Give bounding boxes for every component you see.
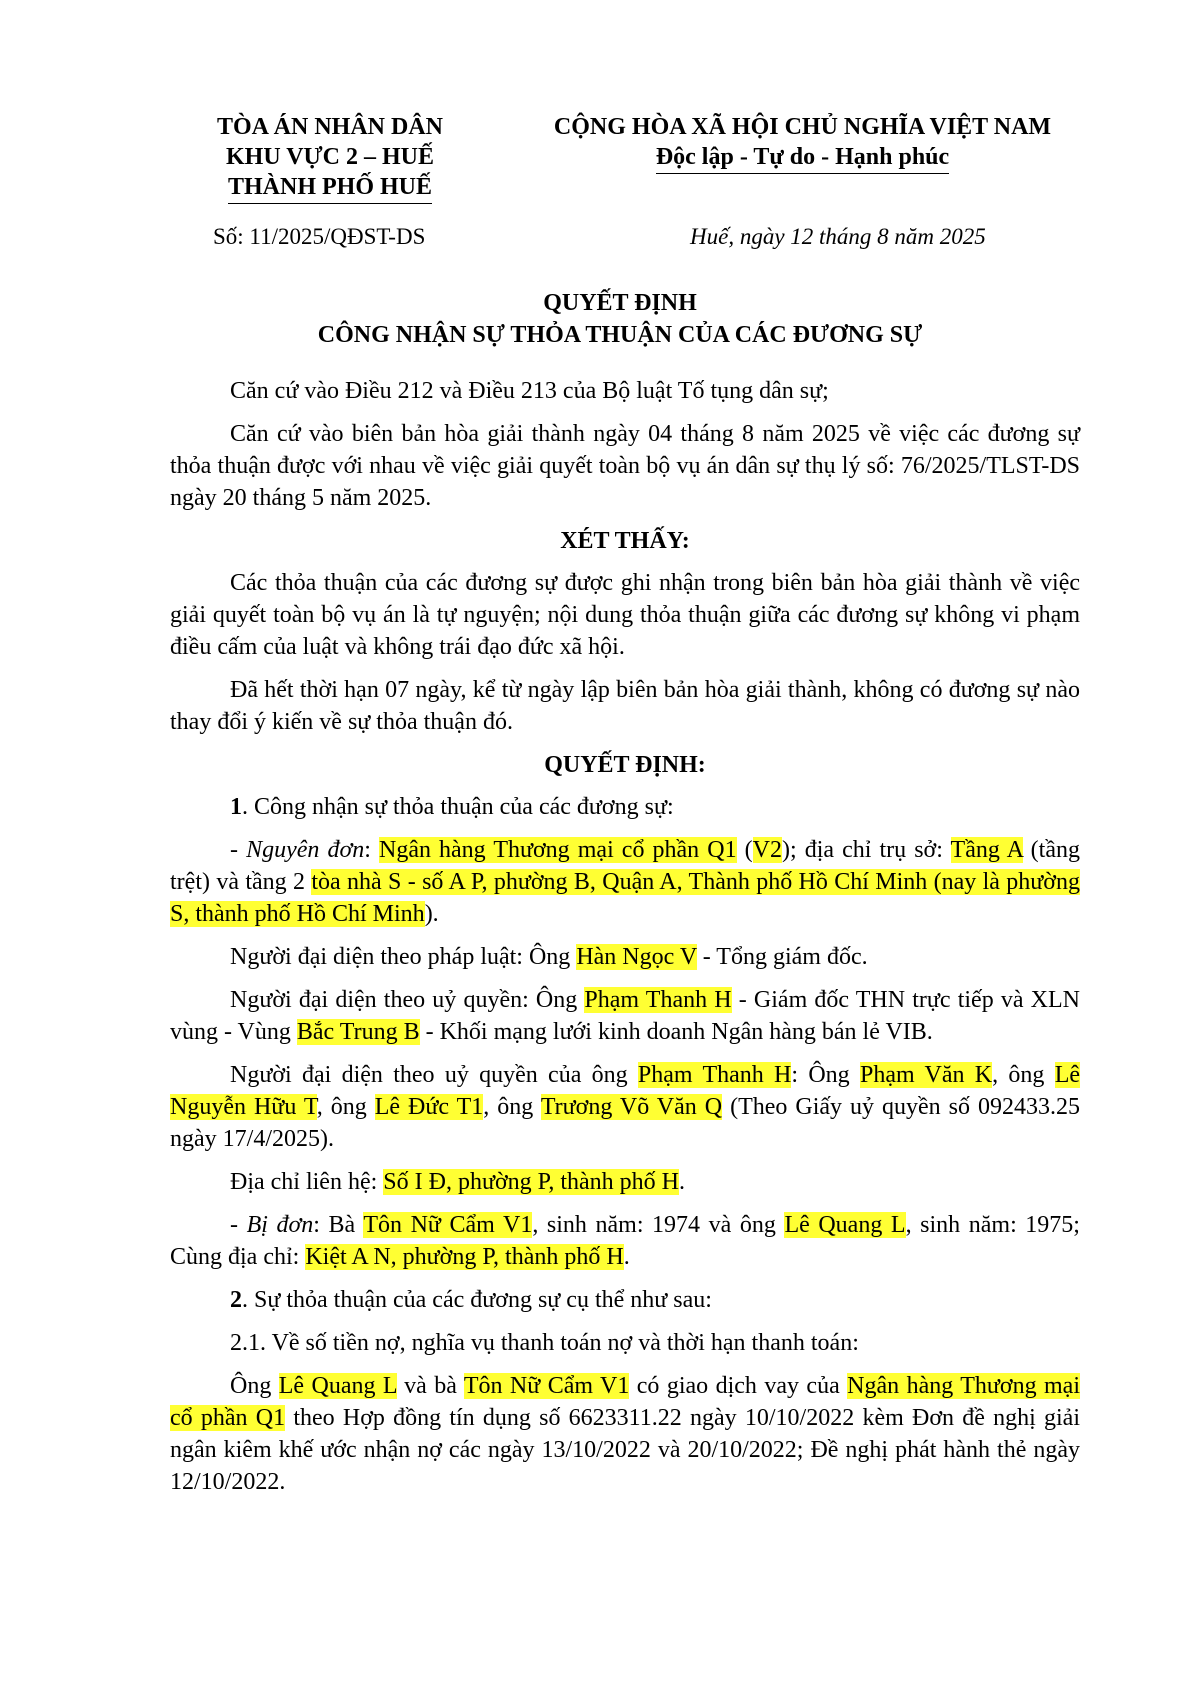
highlighted-name: Hàn Ngọc V bbox=[576, 944, 697, 970]
highlighted-name: Ngân hàng Thương mại cổ phần Q1 bbox=[378, 837, 737, 863]
highlighted-name: Phạm Thanh H bbox=[584, 987, 732, 1013]
text-run: và bà bbox=[396, 1373, 464, 1399]
national-motto: Độc lập - Tự do - Hạnh phúc bbox=[656, 142, 949, 174]
text-run: , ông bbox=[992, 1062, 1055, 1088]
text-run: - bbox=[230, 837, 247, 863]
text-run: (tầng trệt) và tầng 2 bbox=[170, 837, 1080, 895]
decision-date: Huế, ngày 12 tháng 8 năm 2025 bbox=[690, 224, 986, 249]
highlighted-name: Lê Đức T1 bbox=[374, 1094, 484, 1120]
paragraph-contact-address bbox=[170, 1166, 1080, 1198]
item-text: . Sự thỏa thuận của các đương sự cụ thể như sau: bbox=[242, 1287, 712, 1313]
paragraph-findings-1: Các thỏa thuận của các đương sự được ghi nhận trong biên bản hòa giải thành về việc giải quyết toàn bộ vụ án là tự nguyện; nội dung thỏa thuận giữa các đương sự không vi phạm điều cấm của luật và không trái đạo đức xã hội. bbox=[170, 570, 1080, 660]
text-run: : Ông bbox=[791, 1062, 860, 1088]
text-run: có giao dịch vay của bbox=[629, 1373, 848, 1399]
paragraph-loan-details bbox=[170, 1370, 1080, 1498]
paragraph-item-1 bbox=[170, 791, 1080, 823]
court-line-3: THÀNH PHỐ HUẾ bbox=[228, 172, 432, 204]
text-run: ( bbox=[736, 837, 753, 863]
paragraph-legal-representative bbox=[170, 941, 1080, 973]
paragraph-plaintiff bbox=[170, 834, 1080, 930]
national-title: CỘNG HÒA XÃ HỘI CHỦ NGHĨA VIỆT NAM bbox=[553, 114, 1052, 140]
court-name-header bbox=[180, 112, 480, 204]
paragraph-mediation-record: Căn cứ vào biên bản hòa giải thành ngày 04 tháng 8 năm 2025 về việc các đương sự thỏa thuận được với nhau về việc giải quyết toàn bộ vụ án dân sự thụ lý số: 76/2025/TLST-DS ngày 20 tháng 5 năm 2025. bbox=[170, 421, 1080, 511]
text-run: , ông bbox=[316, 1094, 375, 1120]
highlighted-name: Phạm Văn K bbox=[859, 1062, 993, 1088]
text-run: - Tổng giám đốc. bbox=[696, 944, 868, 970]
plaintiff-label: Nguyên đơn bbox=[246, 837, 365, 863]
text-run: theo Hợp đồng tín dụng số 6623311.22 ngày 10/10/2022 kèm Đơn đề nghị giải ngân kiêm khế ước nhận nợ các ngày 13/10/2022 và 20/10/2022; Đề nghị phát hành thẻ ngày 12/10/2022. bbox=[170, 1405, 1080, 1495]
text-run: - Giám đốc THN trực tiếp và XLN vùng - Vùng bbox=[170, 987, 1080, 1045]
text-run: Người đại diện theo pháp luật: Ông bbox=[230, 944, 577, 970]
highlighted-address: Kiệt A N, phường P, thành phố H bbox=[305, 1244, 624, 1270]
text-run: ); địa chỉ trụ sở: bbox=[781, 837, 951, 863]
section-heading-findings: XÉT THẤY: bbox=[560, 528, 690, 554]
text-run: : Bà bbox=[313, 1212, 364, 1238]
paragraph-legal-basis: Căn cứ vào Điều 212 và Điều 213 của Bộ luật Tố tụng dân sự; bbox=[230, 378, 829, 404]
highlighted-name: Bắc Trung B bbox=[296, 1019, 420, 1045]
paragraph-sub-representatives bbox=[170, 1059, 1080, 1155]
text-run: - Khối mạng lưới kinh doanh Ngân hàng bán lẻ VIB. bbox=[419, 1019, 933, 1045]
highlighted-name: Lê Quang L bbox=[278, 1373, 397, 1399]
defendant-label: Bị đơn bbox=[246, 1212, 314, 1238]
text-run: . bbox=[623, 1244, 630, 1270]
paragraph-authorized-representative bbox=[170, 984, 1080, 1048]
text-run: , sinh năm: 1975; Cùng địa chỉ: bbox=[170, 1212, 1080, 1270]
text-run: - bbox=[230, 1212, 247, 1238]
paragraph-item-2-1: 2.1. Về số tiền nợ, nghĩa vụ thanh toán nợ và thời hạn thanh toán: bbox=[230, 1330, 859, 1356]
text-run: Người đại diện theo uỷ quyền của ông bbox=[230, 1062, 638, 1088]
highlighted-name: Tôn Nữ Cẩm V1 bbox=[463, 1373, 630, 1399]
text-run: : bbox=[364, 837, 379, 863]
text-run: , sinh năm: 1974 và ông bbox=[532, 1212, 785, 1238]
highlighted-name: V2 bbox=[752, 837, 782, 863]
item-number: 1 bbox=[230, 794, 242, 820]
court-line-1: TÒA ÁN NHÂN DÂN bbox=[216, 114, 443, 140]
highlighted-address: Số I Đ, phường P, thành phố H bbox=[383, 1169, 679, 1195]
highlighted-name: Phạm Thanh H bbox=[637, 1062, 792, 1088]
document-subtitle: CÔNG NHẬN SỰ THỎA THUẬN CỦA CÁC ĐƯƠNG SỰ bbox=[317, 322, 923, 348]
text-run: ). bbox=[424, 901, 439, 927]
court-line-2: KHU VỰC 2 – HUẾ bbox=[225, 144, 434, 170]
highlighted-address: tòa nhà S - số A P, phường B, Quận A, Thành phố Hồ Chí Minh (nay là phường S, thành phố Hồ Chí Minh bbox=[170, 869, 1080, 927]
text-run: (Theo Giấy uỷ quyền số 092433.25 ngày 17/4/2025). bbox=[170, 1094, 1080, 1152]
item-number: 2 bbox=[230, 1287, 242, 1313]
paragraph-defendant bbox=[170, 1209, 1080, 1273]
highlighted-address: Tầng A bbox=[950, 837, 1023, 863]
text-run: , ông bbox=[483, 1094, 541, 1120]
paragraph-item-2 bbox=[170, 1284, 1080, 1316]
text-run: Người đại diện theo uỷ quyền: Ông bbox=[230, 987, 585, 1013]
decision-number: Số: 11/2025/QĐST-DS bbox=[213, 224, 426, 249]
highlighted-name: Trương Võ Văn Q bbox=[540, 1094, 723, 1120]
text-run: Địa chỉ liên hệ: bbox=[230, 1169, 384, 1195]
item-text: . Công nhận sự thỏa thuận của các đương sự: bbox=[242, 794, 674, 820]
document-title: QUYẾT ĐỊNH bbox=[543, 290, 697, 316]
text-run: Ông bbox=[230, 1373, 279, 1399]
text-run: . bbox=[679, 1169, 685, 1195]
paragraph-findings-2: Đã hết thời hạn 07 ngày, kể từ ngày lập biên bản hòa giải thành, không có đương sự nào thay đổi ý kiến về sự thỏa thuận đó. bbox=[170, 677, 1080, 735]
document-body bbox=[170, 375, 1080, 1509]
highlighted-name: Lê Nguyễn Hữu T bbox=[170, 1062, 1080, 1120]
highlighted-name: Tôn Nữ Cẩm V1 bbox=[363, 1212, 533, 1238]
section-heading-decision: QUYẾT ĐỊNH: bbox=[544, 752, 706, 778]
highlighted-name: Ngân hàng Thương mại cổ phần Q1 bbox=[170, 1373, 1080, 1431]
national-header bbox=[510, 112, 1095, 174]
highlighted-name: Lê Quang L bbox=[784, 1212, 906, 1238]
